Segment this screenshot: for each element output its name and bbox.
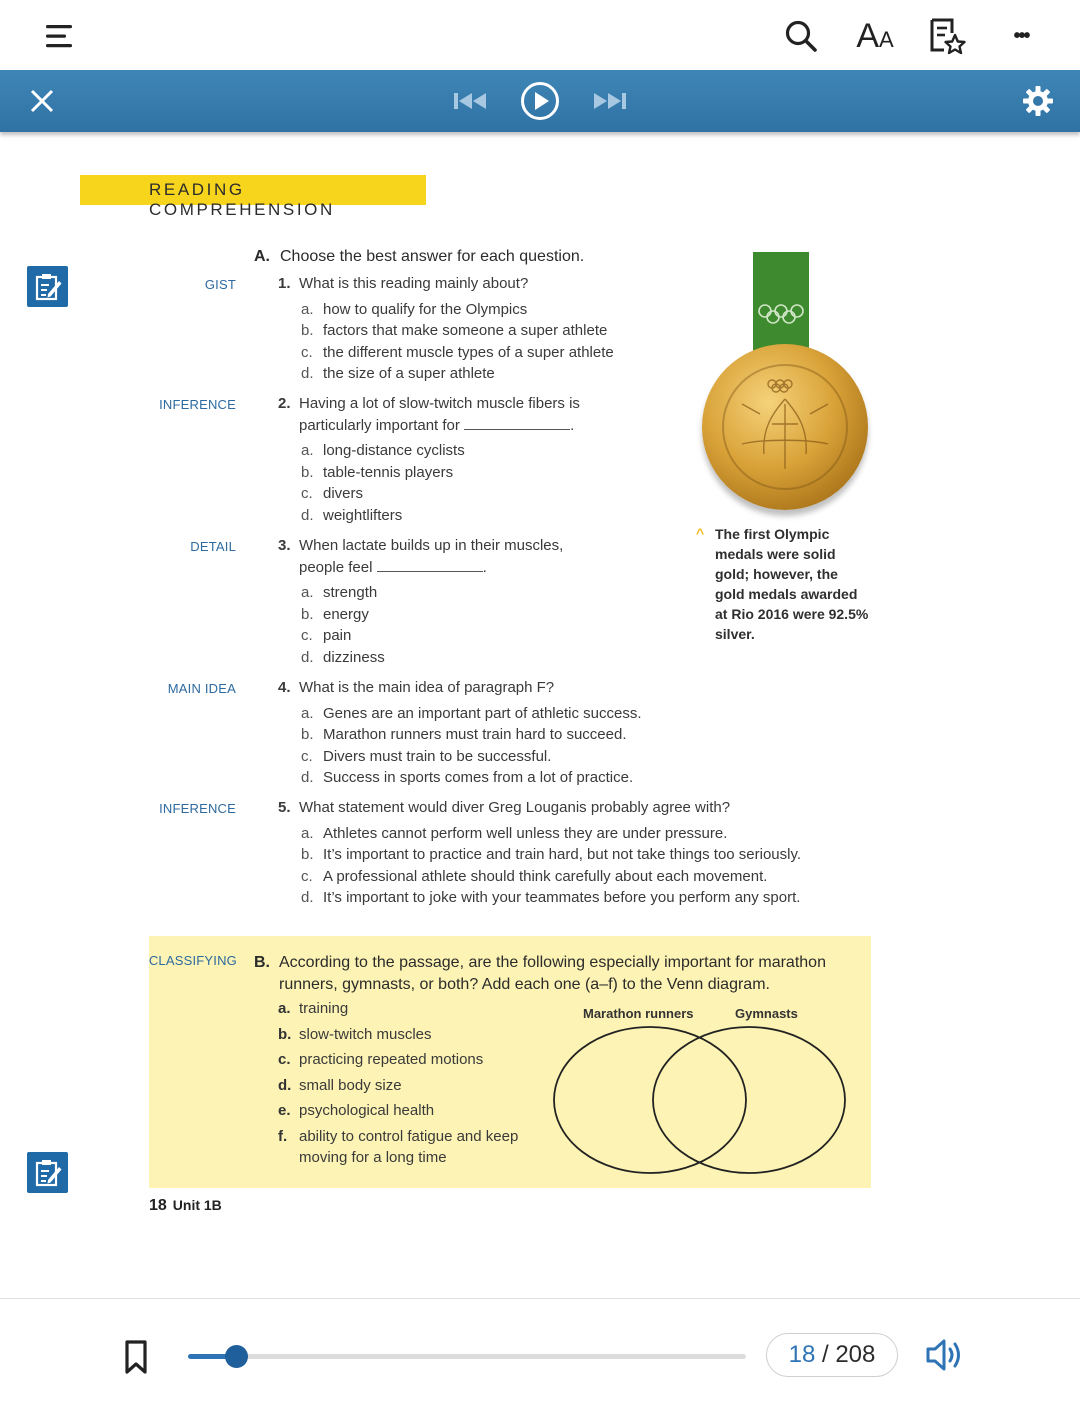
part-b-box — [149, 936, 871, 1188]
bottom-navigation-bar — [0, 1298, 1080, 1411]
part-a-instruction: A. Choose the best answer for each question. — [254, 248, 585, 265]
answer-option[interactable]: d. It’s important to joke with your teammates before you perform any sport. — [301, 889, 801, 906]
answer-option[interactable]: d. Success in sports comes from a lot of practice. — [301, 769, 634, 786]
medal-ribbon — [753, 252, 809, 354]
answer-option[interactable]: d. dizziness — [301, 648, 385, 666]
answer-option[interactable]: c. A professional athlete should think carefully about each movement. — [301, 867, 768, 885]
venn-circle-right — [653, 1027, 845, 1173]
classify-item[interactable]: e. psychological health — [278, 1102, 435, 1119]
section-title: READING COMPREHENSION — [80, 175, 426, 205]
olympic-medal-image — [700, 252, 870, 522]
venn-label-marathon: Marathon runners — [583, 1006, 694, 1021]
settings-icon[interactable] — [1020, 83, 1056, 119]
book-page — [0, 132, 1080, 1297]
answer-option[interactable]: c. the different muscle types of a super athlete — [301, 343, 614, 361]
answer-option[interactable]: c. Divers must train to be successful. — [301, 747, 552, 765]
skip-back-icon[interactable] — [452, 88, 488, 114]
classify-item[interactable]: a. training — [278, 1000, 349, 1017]
classify-item[interactable]: f. ability to control fatigue and keep moving for a long time — [278, 1127, 519, 1166]
answer-option[interactable]: a. strength — [301, 584, 378, 601]
play-icon[interactable] — [519, 80, 561, 122]
answer-option[interactable]: a. long-distance cyclists — [301, 442, 465, 459]
gold-medal — [702, 344, 868, 510]
caret-up-icon: ^ — [696, 525, 705, 541]
skill-label: INFERENCE — [159, 397, 236, 412]
answer-option[interactable]: c. divers — [301, 485, 364, 502]
answer-option[interactable]: b. Marathon runners must train hard to succeed. — [301, 726, 627, 743]
answer-option[interactable]: b. table-tennis players — [301, 463, 454, 481]
part-b-instruction: B. According to the passage, are the following especially important for marathon runners, gymnasts, or both? Add each one (a–f) to the Venn diagram. — [254, 954, 826, 993]
close-icon[interactable] — [26, 85, 58, 117]
answer-blank[interactable] — [377, 558, 483, 572]
answer-option[interactable]: b. energy — [301, 605, 369, 623]
page-indicator[interactable]: 18 / 208 — [766, 1333, 898, 1377]
skill-label: DETAIL — [190, 539, 236, 554]
classify-item[interactable]: b. slow-twitch muscles — [278, 1025, 432, 1043]
audio-player-bar — [0, 70, 1080, 132]
answer-blank[interactable] — [464, 416, 570, 430]
text-size-icon[interactable]: A A — [856, 16, 894, 55]
bookmark-list-icon[interactable] — [924, 14, 968, 58]
skill-label: MAIN IDEA — [167, 681, 236, 696]
question-5: 5. What statement would diver Greg Louganis probably agree with? a. Athletes cannot perform well unless they are under pressure. b. It’s important to practice and train hard, but not take things too seriously. c. A professional athlete should think carefully about each movement. d. It’s important to joke with your teammates before you perform any sport. — [278, 797, 838, 909]
skill-label: INFERENCE — [159, 801, 236, 816]
notes-icon[interactable] — [27, 1152, 68, 1193]
venn-label-gymnasts: Gymnasts — [735, 1006, 798, 1021]
top-toolbar — [0, 0, 1080, 70]
answer-option[interactable]: c. pain — [301, 627, 352, 644]
venn-diagram[interactable] — [549, 1022, 855, 1178]
answer-option[interactable]: d. weightlifters — [301, 506, 403, 524]
answer-option[interactable]: a. how to qualify for the Olympics — [301, 300, 528, 318]
classify-item[interactable]: d. small body size — [278, 1076, 402, 1094]
classify-item[interactable]: c. practicing repeated motions — [278, 1051, 484, 1068]
page-slider-thumb[interactable] — [225, 1345, 248, 1368]
venn-circle-left — [554, 1027, 746, 1173]
bookmark-icon[interactable] — [122, 1339, 152, 1375]
question-4: 4. What is the main idea of paragraph F? a. Genes are an important part of athletic success. b. Marathon runners must train hard to succeed. c. Divers must train to be successful. d. Success in sports comes from a lot of practice. — [278, 677, 838, 789]
question-2: 2. Having a lot of slow-twitch muscle fibers is particularly important for . a. long-distance cyclists b. table-tennis players c. divers d. weightlifters — [278, 393, 678, 526]
page-slider[interactable] — [188, 1354, 746, 1359]
question-1: 1. What is this reading mainly about? a. how to qualify for the Olympics b. factors that make someone a super athlete c. the different muscle types of a super athlete d. the size of a super athlete — [278, 273, 678, 385]
answer-option[interactable]: a. Athletes cannot perform well unless they are under pressure. — [301, 824, 728, 842]
answer-option[interactable]: b. It’s important to practice and train hard, but not take things too seriously. — [301, 846, 802, 863]
menu-icon[interactable] — [37, 14, 81, 58]
skip-forward-icon[interactable] — [592, 88, 628, 114]
answer-option[interactable]: b. factors that make someone a super athlete — [301, 322, 608, 339]
notes-icon[interactable] — [27, 266, 68, 307]
search-icon[interactable] — [779, 14, 823, 58]
classify-item-list — [278, 998, 548, 1173]
answer-option[interactable]: a. Genes are an important part of athletic success. — [301, 704, 642, 722]
more-icon[interactable]: ••• — [1013, 24, 1029, 47]
question-3: 3. When lactate builds up in their muscles, people feel . a. strength b. energy c. pain d. dizziness — [278, 535, 678, 668]
medal-caption: ^ The first Olympic medals were solid gold; however, the gold medals awarded at Rio 2016 were 92.5% silver. — [696, 525, 869, 642]
audio-volume-icon[interactable] — [924, 1337, 966, 1377]
page-footer: 18 Unit 1B — [149, 1197, 222, 1214]
olympic-rings-icon — [757, 304, 805, 324]
skill-label: CLASSIFYING — [148, 953, 237, 968]
skill-label: GIST — [204, 277, 236, 292]
answer-option[interactable]: d. the size of a super athlete — [301, 365, 495, 382]
